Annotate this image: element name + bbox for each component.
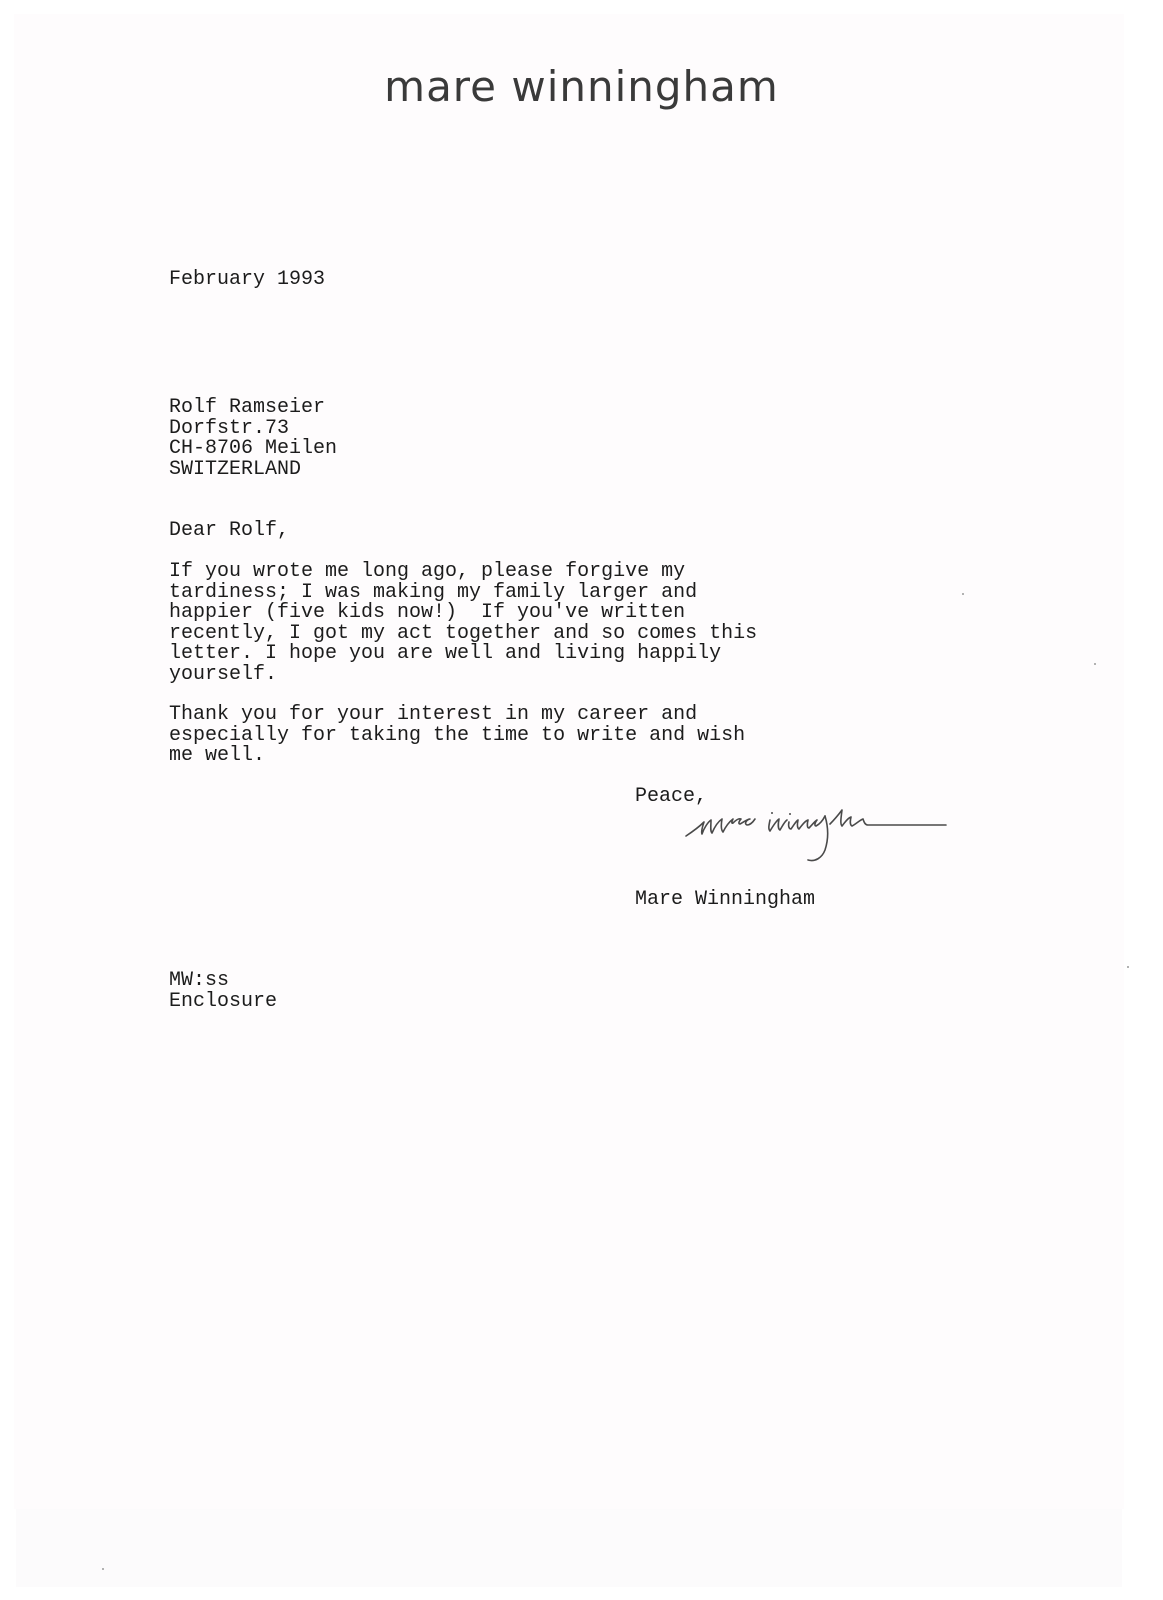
recipient-country: SWITZERLAND [169, 457, 302, 481]
enclosure-note: Enclosure [169, 989, 278, 1013]
letterhead: mare winningham [384, 62, 779, 111]
body-line: yourself. [169, 662, 278, 686]
body-line: recently, I got my act together and so comes this [169, 621, 758, 645]
paper-speck [1094, 663, 1096, 665]
body-line: happier (five kids now!) If you've written [169, 601, 686, 625]
body-paragraph-2 [169, 705, 745, 767]
reference-block [169, 971, 277, 1012]
recipient-address [169, 398, 337, 480]
paper-speck [962, 593, 964, 595]
body-line: letter. I hope you are well and living happily [169, 642, 722, 666]
body-line: If you wrote me long ago, please forgive my [169, 560, 686, 583]
body-line: tardiness; I was making my family larger and [169, 580, 698, 604]
body-paragraph-1 [169, 562, 757, 686]
body-line: especially for taking the time to write and wish [169, 723, 746, 747]
salutation: Dear Rolf, [169, 519, 290, 542]
closing: Peace, [635, 785, 708, 808]
recipient-street: Dorfstr.73 [169, 416, 290, 440]
sheet-bottom-edge [16, 1509, 1122, 1587]
body-line: Thank you for your interest in my career and [169, 703, 698, 726]
signer-name: Mare Winningham [635, 888, 816, 911]
paper-speck [1127, 966, 1129, 968]
handwritten-signature [684, 808, 964, 898]
paper-speck [102, 1568, 104, 1570]
body-line: me well. [169, 744, 266, 768]
reference-initials: MW:ss [169, 969, 230, 992]
recipient-name: Rolf Ramseier [169, 396, 326, 419]
letter-date: February 1993 [169, 268, 326, 291]
recipient-city: CH-8706 Meilen [169, 437, 338, 461]
